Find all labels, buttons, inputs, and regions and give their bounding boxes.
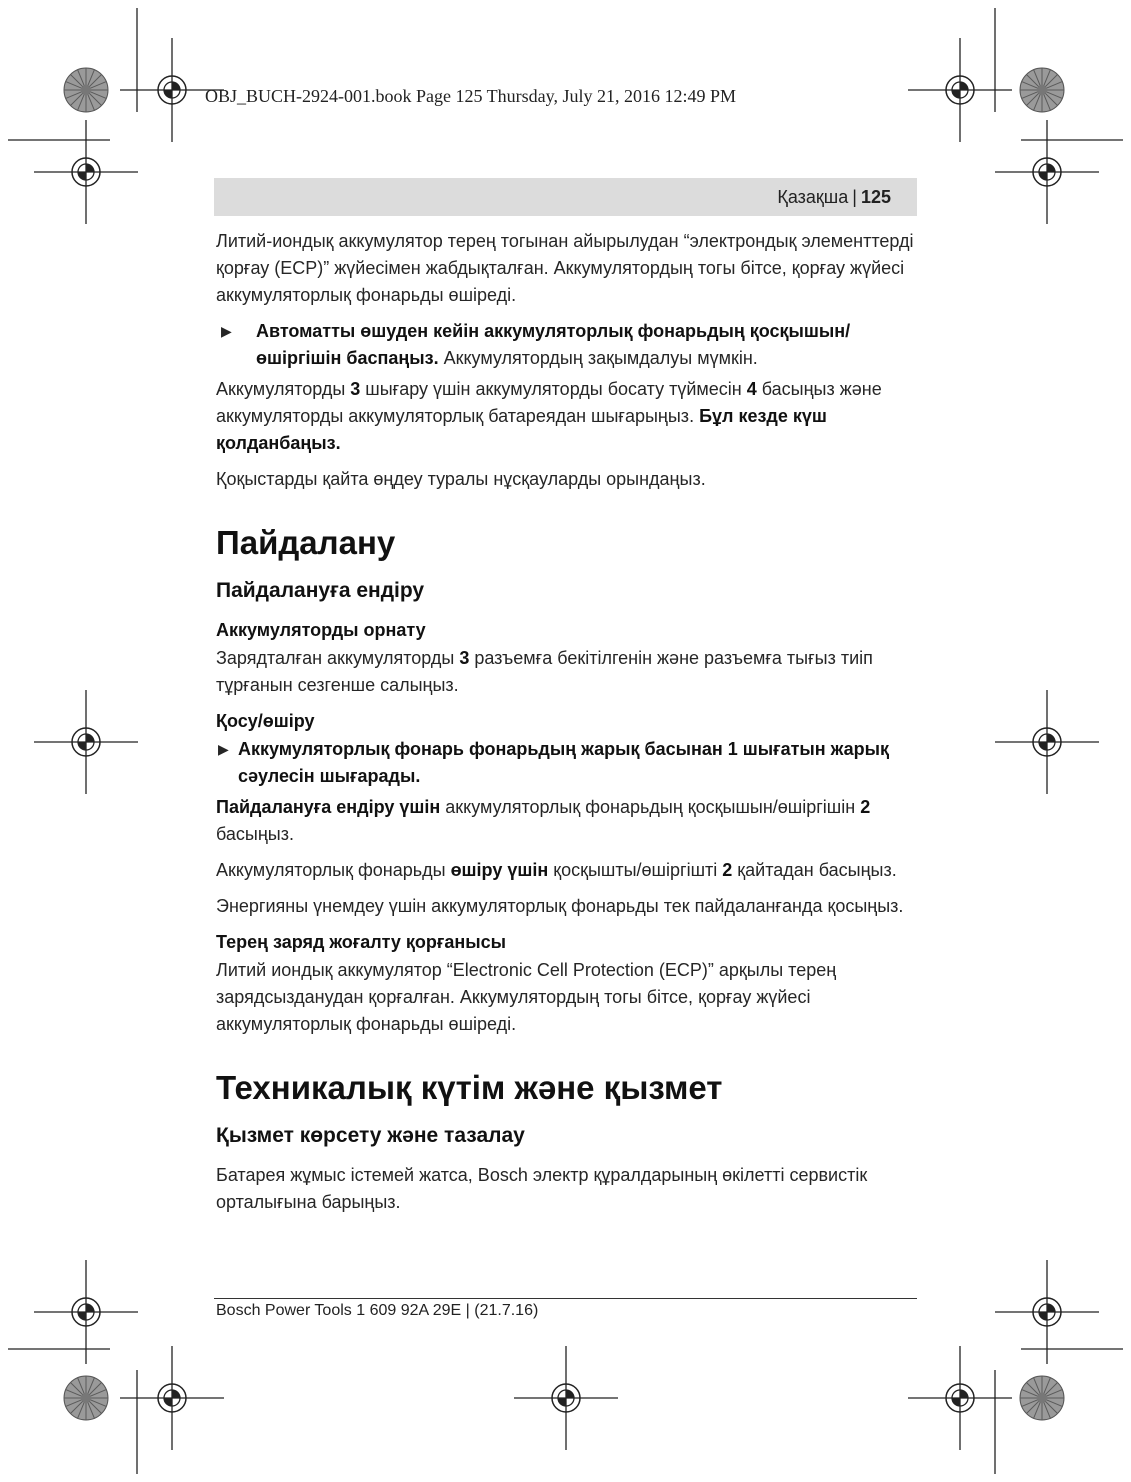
on-text-2: басыңыз. bbox=[216, 824, 294, 844]
header-language: Қазақша bbox=[777, 187, 849, 207]
header-separator: | bbox=[852, 187, 857, 207]
page-header bbox=[214, 178, 917, 216]
off-paragraph bbox=[216, 857, 918, 884]
heading-switch: Қосу/өшіру bbox=[216, 711, 315, 731]
warning-text: Аккумулятордың зақымдалуы мүмкін. bbox=[438, 348, 758, 368]
battery-paragraph bbox=[216, 645, 918, 699]
light-bullet-bold: Аккумуляторлық фонарь фонарьдың жарық басынан 1 шығатын жарық сәулесін шығарады. bbox=[238, 739, 890, 786]
removal-paragraph bbox=[216, 376, 918, 457]
subsection-title-cleaning: Қызмет көрсету және тазалау bbox=[216, 1124, 525, 1147]
energy-paragraph: Энергияны үнемдеу үшін аккумуляторлық фонарьды тек пайдаланғанда қосыңыз. bbox=[216, 896, 904, 916]
removal-text-1: Аккумуляторды bbox=[216, 379, 351, 399]
page-number: 125 bbox=[860, 187, 891, 207]
removal-bold: Бұл кезде күш қолданбаңыз. bbox=[216, 406, 827, 453]
subsection-title-start: Пайдалануға ендіру bbox=[216, 579, 425, 602]
off-text-2: қосқышты/өшіргішті bbox=[548, 860, 723, 880]
off-bold: өшіру үшін bbox=[450, 860, 549, 880]
battery-text-1: Зарядталған аккумуляторды bbox=[216, 648, 460, 668]
on-ref: 2 bbox=[860, 797, 871, 817]
heading-deep-discharge: Терең заряд жоғалту қорғанысы bbox=[216, 932, 507, 952]
on-text-1: аккумуляторлық фонарьдың қосқышын/өшіргішін bbox=[440, 797, 861, 817]
battery-ref: 3 bbox=[459, 648, 470, 668]
header-text bbox=[777, 187, 891, 208]
section-title-operation: Пайдалану bbox=[216, 524, 396, 561]
protection-paragraph: Литий иондық аккумулятор “Electronic Cell Protection (ECP)” арқылы терең зарядсызданудан қорғалған. Аккумулятордың тогы бітсе, қорғау жүйесі аккумуляторлық фонарьды өшіреді. bbox=[216, 960, 837, 1034]
page-footer: Bosch Power Tools 1 609 92A 29E | (21.7.16) bbox=[216, 1302, 539, 1319]
off-text-1: Аккумуляторлық фонарьды bbox=[216, 860, 451, 880]
on-bold: Пайдалануға ендіру үшін bbox=[216, 797, 441, 817]
recycling-paragraph: Қоқыстарды қайта өңдеу туралы нұсқауларды орындаңыз. bbox=[216, 469, 706, 489]
on-paragraph bbox=[216, 794, 918, 848]
intro-paragraph: Литий-иондық аккумулятор терең тогынан айырылудан “электрондық элементтерді қорғау (ECP)” жүйесімен жабдықталған. Аккумулятордың тогы бітсе, қорғау жүйесі аккумуляторлық фонарьды өшіреді. bbox=[216, 231, 914, 305]
warning-bullet bbox=[216, 318, 918, 372]
light-bullet bbox=[216, 736, 918, 790]
off-text-3: қайтадан басыңыз. bbox=[732, 860, 897, 880]
page-body bbox=[216, 228, 918, 1225]
heading-battery-insert: Аккумуляторды орнату bbox=[216, 620, 426, 640]
removal-text-3: басыңыз және аккумуляторды аккумуляторлық батареядан шығарыңыз. bbox=[216, 379, 882, 426]
removal-ref-2: 4 bbox=[746, 379, 757, 399]
off-ref: 2 bbox=[722, 860, 733, 880]
bullet-arrow-icon: ▶ bbox=[221, 323, 232, 339]
removal-ref-1: 3 bbox=[350, 379, 361, 399]
warning-bold: Автоматты өшуден кейін аккумуляторлық фонарьдың қосқышын/өшіргішін баспаңыз. bbox=[256, 321, 851, 368]
footer-rule bbox=[214, 1298, 917, 1299]
battery-text-2: разъемға бекітілгенін және разъемға тығыз тиіп тұрғанын сезгенше салыңыз. bbox=[216, 648, 873, 695]
removal-text-2: шығару үшін аккумуляторды босату түймесін bbox=[360, 379, 747, 399]
maintenance-paragraph: Батарея жұмыс істемей жатса, Bosch электр құралдарының өкілетті сервистік орталығына барыңыз. bbox=[216, 1165, 868, 1212]
bullet-arrow-icon: ▶ bbox=[218, 741, 229, 757]
section-title-maintenance: Техникалық күтім және қызмет bbox=[216, 1069, 723, 1106]
print-slug: OBJ_BUCH-2924-001.book Page 125 Thursday, July 21, 2016 12:49 PM bbox=[205, 86, 737, 106]
